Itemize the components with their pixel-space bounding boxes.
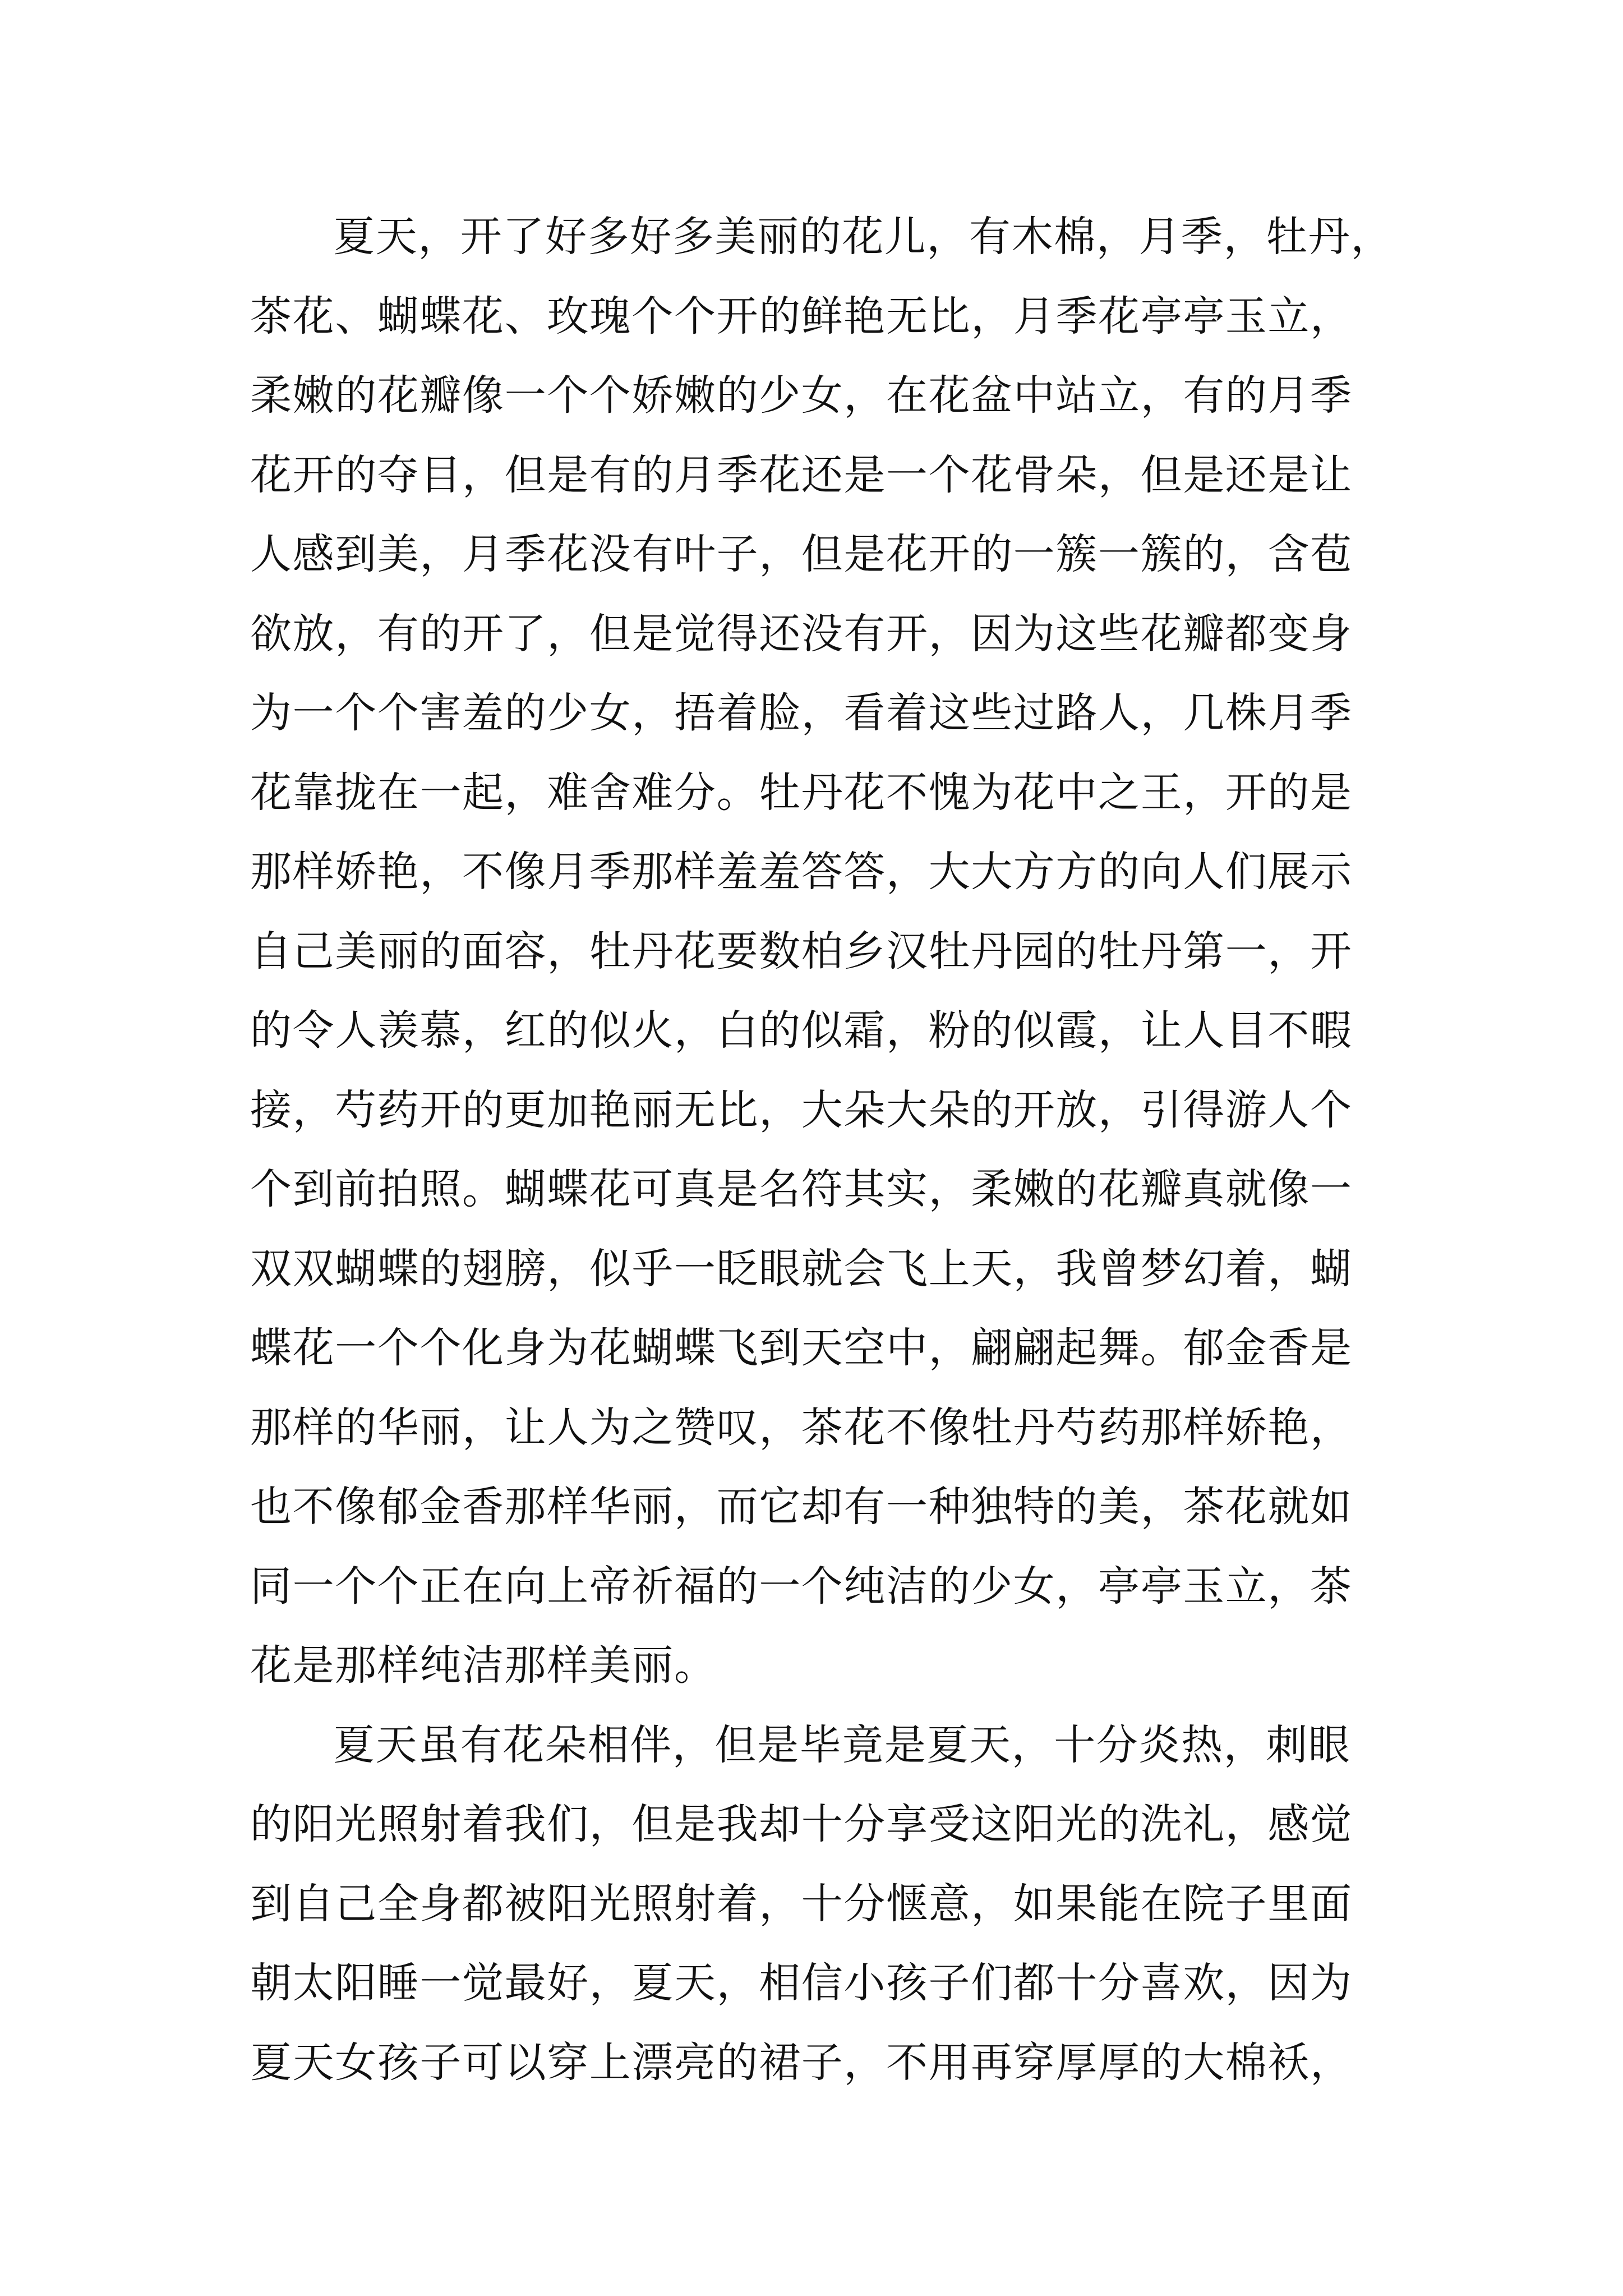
paragraph-1-line-18: 同一个个正在向上帝祈福的一个纯洁的少女，亭亭玉立，茶 — [250, 1562, 1353, 1611]
paragraph-1-line-12: 接，芍药开的更加艳丽无比，大朵大朵的开放，引得游人个 — [250, 1085, 1353, 1134]
paragraph-1-line-6: 欲放，有的开了，但是觉得还没有开，因为这些花瓣都变身 — [250, 609, 1353, 658]
paragraph-1-line-7: 为一个个害羞的少女，捂着脸，看着这些过路人，几株月季 — [250, 689, 1353, 737]
paragraph-1-line-17: 也不像郁金香那样华丽，而它却有一种独特的美，茶花就如 — [250, 1483, 1353, 1531]
paragraph-1-line-9: 那样娇艳，不像月季那样羞羞答答，大大方方的向人们展示 — [250, 848, 1353, 896]
paragraph-1-line-3: 柔嫩的花瓣像一个个娇嫩的少女，在花盆中站立，有的月季 — [250, 371, 1353, 420]
paragraph-1-line-15: 蝶花一个个化身为花蝴蝶飞到天空中，翩翩起舞。郁金香是 — [250, 1324, 1353, 1372]
paragraph-2-line-4: 朝太阳睡一觉最好，夏天，相信小孩子们都十分喜欢，因为 — [250, 1959, 1353, 2007]
paragraph-2-line-1: 夏天虽有花朵相伴，但是毕竟是夏天，十分炎热，刺眼 — [333, 1720, 1351, 1769]
paragraph-2-line-5: 夏天女孩子可以穿上漂亮的裙子，不用再穿厚厚的大棉袄， — [250, 2038, 1353, 2087]
paragraph-1-line-5: 人感到美，月季花没有叶子，但是花开的一簇一簇的，含苞 — [250, 530, 1353, 578]
paragraph-1-line-19: 花是那样纯洁那样美丽。 — [250, 1641, 717, 1690]
paragraph-1-line-1: 夏天，开了好多好多美丽的花儿，有木棉，月季，牡丹， — [333, 213, 1393, 261]
paragraph-1-line-8: 花靠拢在一起，难舍难分。牡丹花不愧为花中之王，开的是 — [250, 768, 1353, 817]
paragraph-2-line-3: 到自己全身都被阳光照射着，十分惬意，如果能在院子里面 — [250, 1879, 1353, 1928]
document-body — [250, 197, 1393, 2102]
paragraph-1-line-2: 茶花、蝴蝶花、玫瑰个个开的鲜艳无比，月季花亭亭玉立， — [250, 292, 1353, 341]
paragraph-1-line-13: 个到前拍照。蝴蝶花可真是名符其实，柔嫩的花瓣真就像一 — [250, 1165, 1353, 1213]
paragraph-1-line-4: 花开的夺目，但是有的月季花还是一个花骨朵，但是还是让 — [250, 450, 1353, 499]
paragraph-2-line-2: 的阳光照射着我们，但是我却十分享受这阳光的洗礼，感觉 — [250, 1800, 1353, 1848]
paragraph-1-line-10: 自己美丽的面容，牡丹花要数柏乡汉牡丹园的牡丹第一，开 — [250, 927, 1353, 976]
paragraph-1-line-16: 那样的华丽，让人为之赞叹，茶花不像牡丹芍药那样娇艳， — [250, 1403, 1353, 1452]
paragraph-1-line-11: 的令人羡慕，红的似火，白的似霜，粉的似霞，让人目不暇 — [250, 1006, 1353, 1055]
paragraph-1-line-14: 双双蝴蝶的翅膀，似乎一眨眼就会飞上天，我曾梦幻着，蝴 — [250, 1244, 1353, 1293]
